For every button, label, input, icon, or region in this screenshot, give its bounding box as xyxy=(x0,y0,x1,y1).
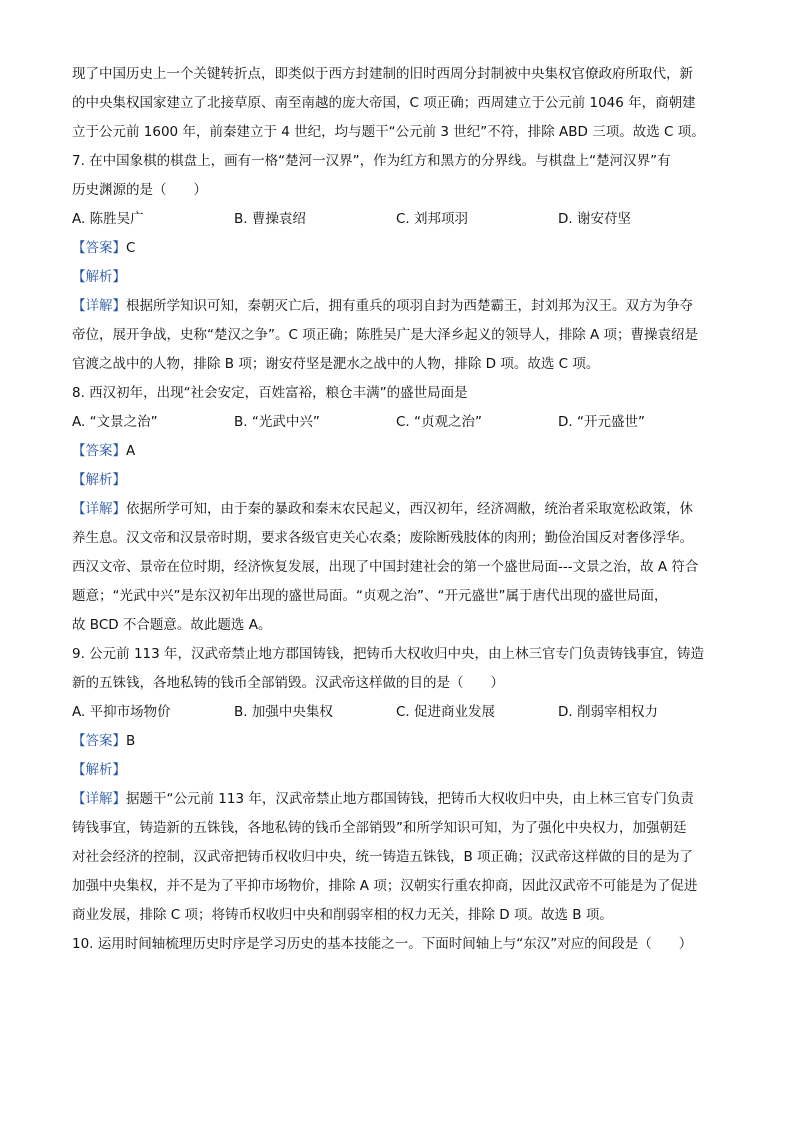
q9-answer-text: B xyxy=(126,733,136,749)
q8-answer-label: 【答案】 xyxy=(72,443,126,459)
q8-option-c: C. “贞观之治” xyxy=(396,414,482,430)
q7-detail-text: 根据所学知识可知，秦朝灭亡后，拥有重兵的项羽自封为西楚霸王，封刘邦为汉王。双方为争夺 xyxy=(126,298,693,314)
q8-detail-line: 养生息。汉文帝和汉景帝时期，要求各级官吏关心农桑；废除断残肢体的肉刑；勤俭治国反对奢侈浮华。 xyxy=(72,530,693,546)
q9-option-c: C. 促进商业发展 xyxy=(396,704,496,720)
q9-detail-line: 商业发展，排除 C 项；将铸币权收归中央和削弱宰相的权力无关，排除 D 项。故选 B 项。 xyxy=(72,907,613,923)
q7-analysis xyxy=(72,267,732,287)
q7-answer xyxy=(72,238,732,258)
q9-detail-line: 加强中央集权，并不是为了平抑市场物价，排除 A 项；汉朝实行重农抑商，因此汉武帝不可能是为了促进 xyxy=(72,878,698,894)
q7-answer-label: 【答案】 xyxy=(72,240,126,256)
q8-stem-line: 8. 西汉初年，出现“社会安定，百姓富裕，粮仓丰满”的盛世局面是 xyxy=(72,385,468,401)
q9-stem-line: 9. 公元前 113 年，汉武帝禁止地方郡国铸钱，把铸币大权收归中央，由上林三官专门负责铸钱事宜，铸造 xyxy=(72,646,705,662)
q7-answer-text: C xyxy=(126,240,136,256)
q7-stem-line: 7. 在中国象棋的棋盘上，画有一格“楚河一汉界”，作为红方和黑方的分界线。与棋盘上“楚河汉界”有 xyxy=(72,153,671,169)
q9-stem-line: 新的五铢钱，各地私铸的钱币全部销毁。汉武帝这样做的目的是（ ） xyxy=(72,675,504,691)
q7-options xyxy=(72,209,732,229)
q8-answer-text: A xyxy=(126,443,136,459)
q7-stem-line: 历史渊源的是（ ） xyxy=(72,182,207,198)
q8-option-a: A. “文景之治” xyxy=(72,414,158,430)
q9-option-b: B. 加强中央集权 xyxy=(234,704,333,720)
q8-detail-line: 题意；“光武中兴”是东汉初年出现的盛世局面。“贞观之治”、“开元盛世”属于唐代出现的盛世局面， xyxy=(72,588,668,604)
q7-option-d: D. 谢安苻坚 xyxy=(558,211,631,227)
q9-option-d: D. 削弱宰相权力 xyxy=(558,704,658,720)
q9-options xyxy=(72,702,732,722)
q9-answer xyxy=(72,731,732,751)
q9-answer-label: 【答案】 xyxy=(72,733,126,749)
q6-detail-line: 现了中国历史上一个关键转折点，即类似于西方封建制的旧时西周分封制被中央集权官僚政府所取代，新 xyxy=(72,66,693,82)
q9-detail-line: 对社会经济的控制，汉武帝把铸币权收归中央，统一铸造五铢钱，B 项正确；汉武帝这样做的目的是为了 xyxy=(72,849,694,865)
q6-detail-line: 的中央集权国家建立了北接草原、南至南越的庞大帝国，C 项正确；西周建立于公元前 1046 年，商朝建 xyxy=(72,95,696,111)
q8-options xyxy=(72,412,732,432)
q7-detail-line: 官渡之战中的人物，排除 B 项；谢安苻坚是淝水之战中的人物，排除 D 项。故选 C 项。 xyxy=(72,356,600,372)
q9-detail-line: 铸钱事宜，铸造新的五铢钱，各地私铸的钱币全部销毁”和所学知识可知，为了强化中央权力，加强朝廷 xyxy=(72,820,687,836)
q8-detail xyxy=(72,499,732,519)
q8-detail-line: 西汉文帝、景帝在位时期，经济恢复发展，出现了中国封建社会的第一个盛世局面---文景之治，故 A 符合 xyxy=(72,559,699,575)
q8-analysis xyxy=(72,470,732,490)
q8-detail-text: 依据所学可知，由于秦的暴政和秦末农民起义，西汉初年，经济凋敝，统治者采取宽松政策，休 xyxy=(126,501,693,517)
q8-option-d: D. “开元盛世” xyxy=(558,414,645,430)
q6-detail-line: 立于公元前 1600 年，前秦建立于 4 世纪，均与题干“公元前 3 世纪”不符，排除 ABD 三项。故选 C 项。 xyxy=(72,124,705,140)
q8-detail-label: 【详解】 xyxy=(72,501,126,517)
q9-analysis xyxy=(72,760,732,780)
q7-analysis-label: 【解析】 xyxy=(72,269,126,285)
q9-detail-label: 【详解】 xyxy=(72,791,126,807)
q7-detail xyxy=(72,296,732,316)
q8-detail-line: 故 BCD 不合题意。故此题选 A。 xyxy=(72,617,272,633)
q7-option-a: A. 陈胜吴广 xyxy=(72,211,144,227)
q7-detail-line: 帝位，展开争战，史称“楚汉之争”。C 项正确；陈胜吴广是大泽乡起义的领导人，排除 A 项；曹操袁绍是 xyxy=(72,327,699,343)
q7-option-b: B. 曹操袁绍 xyxy=(234,211,306,227)
q9-detail-text: 据题干“公元前 113 年，汉武帝禁止地方郡国铸钱，把铸币大权收归中央，由上林三官专门负责 xyxy=(126,791,694,807)
q9-analysis-label: 【解析】 xyxy=(72,762,126,778)
document-page xyxy=(72,64,732,963)
q9-option-a: A. 平抑市场物价 xyxy=(72,704,171,720)
q8-option-b: B. “光武中兴” xyxy=(234,414,320,430)
q8-analysis-label: 【解析】 xyxy=(72,472,126,488)
q10-stem-line: 10. 运用时间轴梳理历史时序是学习历史的基本技能之一。下面时间轴上与“东汉”对应的间段是（ ） xyxy=(72,936,693,952)
q7-option-c: C. 刘邦项羽 xyxy=(396,211,469,227)
q8-answer xyxy=(72,441,732,461)
q9-detail xyxy=(72,789,732,809)
q7-detail-label: 【详解】 xyxy=(72,298,126,314)
